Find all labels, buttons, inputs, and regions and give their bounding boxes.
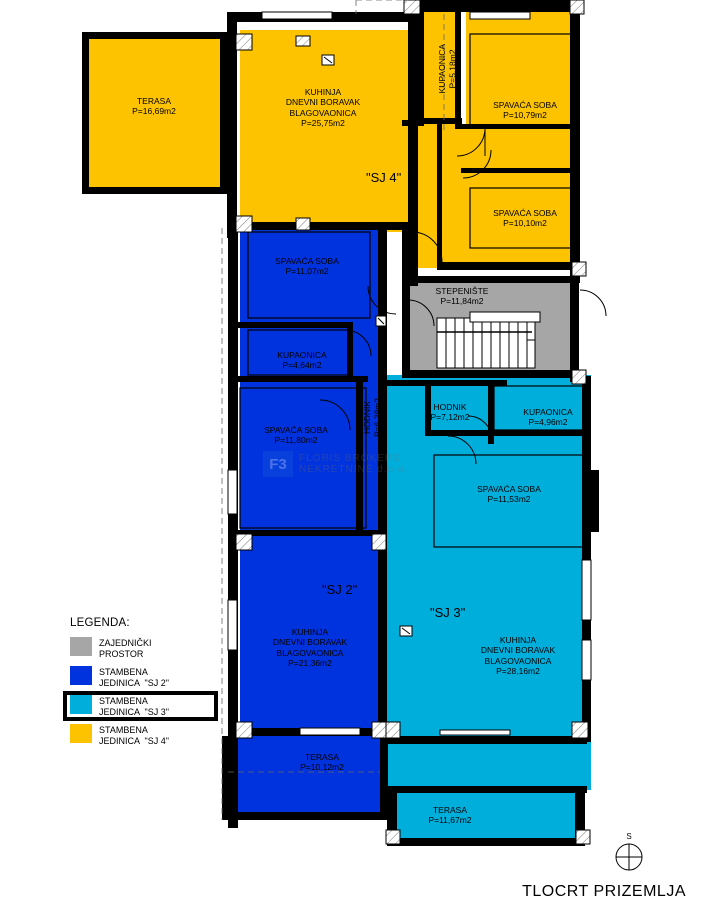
room-area: P=28,16m2 (496, 666, 540, 677)
room-area: P=5,18m2 (447, 49, 458, 89)
room-area: P=10,12m2 (300, 762, 344, 773)
room-name: HODNIK (362, 400, 372, 435)
legend-swatch-sj3 (70, 695, 92, 714)
room-name: TERASA (432, 805, 467, 815)
room-name: KUPAONICA (523, 407, 573, 417)
unit-label-sj2: "SJ 2" (322, 582, 358, 597)
unit-label-sj4: "SJ 4" (366, 170, 402, 185)
compass-label: S (626, 832, 632, 841)
room-name: KUHINJA DNEVNI BORAVAK BLAGOVAONICA (272, 627, 348, 658)
room-name: SPAVAĆA SOBA (264, 425, 328, 435)
room-area: P=16,69m2 (132, 106, 176, 117)
page-title: TLOCRT PRIZEMLJA (522, 883, 686, 900)
room-name: KUPAONICA (437, 44, 447, 94)
room-area: P=11,67m2 (428, 815, 472, 826)
room-area: P=11,84m2 (440, 296, 484, 307)
watermark-badge: F3 (263, 451, 293, 477)
legend (70, 617, 235, 753)
room-name: SPAVAĆA SOBA (275, 256, 339, 266)
room-name: SPAVAĆA SOBA (477, 484, 541, 494)
room-area: P=25,75m2 (301, 118, 345, 129)
room-name: TERASA (304, 752, 339, 762)
room-name: KUHINJA DNEVNI BORAVAK BLAGOVAONICA (285, 87, 361, 118)
legend-item-sj2 (70, 666, 235, 689)
room-name: SPAVAĆA SOBA (493, 100, 557, 110)
room-name: KUHINJA DNEVNI BORAVAK BLAGOVAONICA (480, 635, 556, 666)
legend-label-sj4: STAMBENA JEDINICA "SJ 4" (99, 724, 169, 746)
staircase (437, 312, 540, 368)
room-name: STEPENIŠTE (435, 286, 489, 296)
legend-swatch-zajednicki (70, 637, 92, 656)
watermark-line2: NEKRETNINE d.o.o. (299, 464, 409, 475)
room-name: TERASA (136, 96, 171, 106)
compass-rose (614, 832, 644, 874)
room-name: HODNIK (433, 402, 467, 412)
room-name: SPAVAĆA SOBA (493, 208, 557, 218)
legend-swatch-sj4 (70, 724, 92, 743)
room-area: P=6,38m2 (372, 398, 383, 437)
legend-label-sj3: STAMBENA JEDINICA "SJ 3" (99, 695, 169, 717)
room-area: P=11,07m2 (285, 266, 329, 277)
room-area: P=11,80m2 (274, 435, 318, 446)
legend-title: LEGENDA: (70, 617, 130, 629)
room-area: P=7,12m2 (430, 412, 470, 423)
room-area: P=11,53m2 (487, 494, 531, 505)
legend-label-zajednicki: ZAJEDNIČKI PROSTOR (99, 638, 152, 659)
unit-label-sj3: "SJ 3" (430, 605, 466, 620)
room-name: KUPAONICA (277, 350, 327, 360)
legend-item-sj4 (70, 724, 235, 747)
room-area: P=10,10m2 (503, 218, 547, 229)
watermark-line1: FLORIS BROKERS (299, 452, 401, 464)
room-area: P=10,79m2 (503, 110, 547, 121)
legend-item-sj3 (70, 695, 235, 718)
room-area: P=4,64m2 (282, 360, 322, 371)
room-area: P=21,36m2 (288, 658, 332, 669)
legend-item-zajednicki (70, 637, 235, 660)
room-area: P=4,96m2 (528, 417, 568, 428)
legend-swatch-sj2 (70, 666, 92, 685)
legend-label-sj2: STAMBENA JEDINICA "SJ 2" (99, 666, 169, 688)
